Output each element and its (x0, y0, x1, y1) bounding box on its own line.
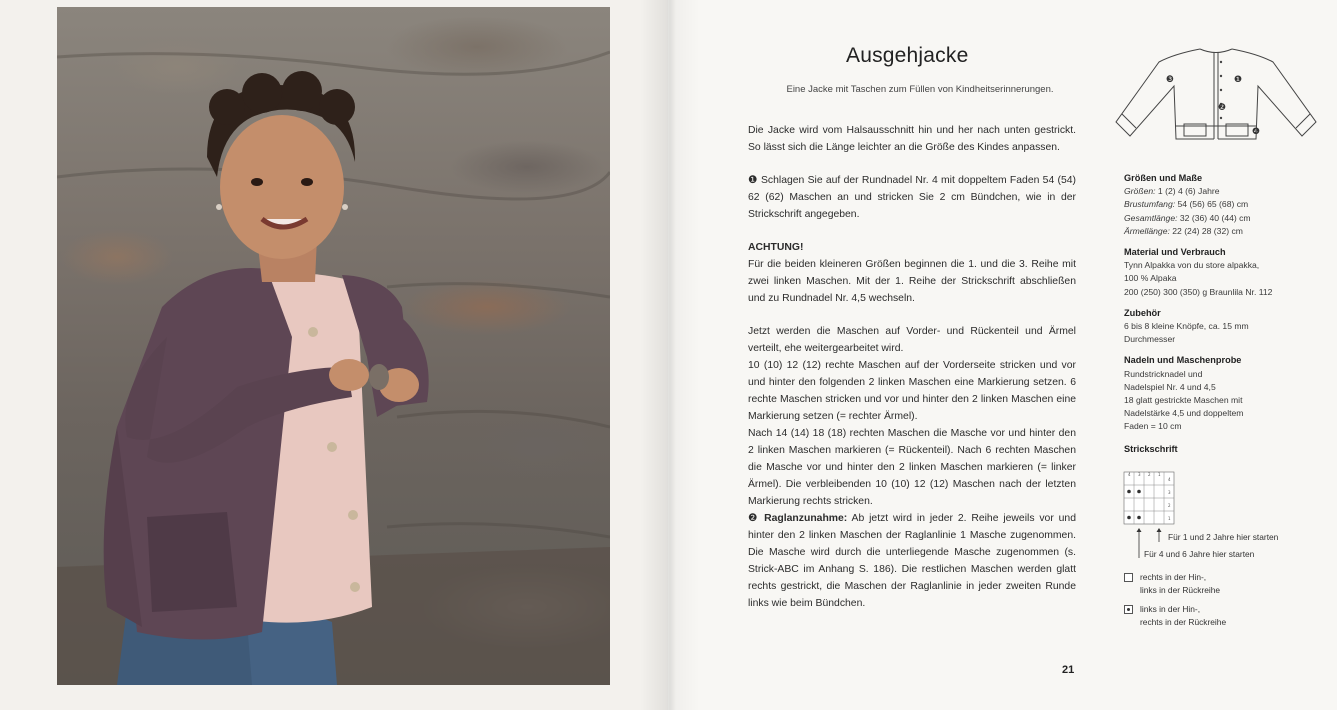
accessories-line: 6 bis 8 kleine Knöpfe, ca. 15 mm (1124, 321, 1249, 332)
needles-line: Faden = 10 cm (1124, 421, 1182, 432)
chart-row-number: 3 (1168, 490, 1171, 495)
material-line: Tynn Alpakka von du store alpakka, (1124, 260, 1260, 271)
material-line: 100 % Alpaka (1124, 273, 1177, 284)
needles-line: Nadelspiel Nr. 4 und 4,5 (1124, 381, 1216, 392)
diagram-label-3: ❸ (1166, 75, 1175, 85)
step-1-paragraph: ❶ Schlagen Sie auf der Rundnadel Nr. 4 mit doppeltem Faden 54 (54) 62 (62) Maschen an und stricken Sie 2 cm Bündchen, wie in der Strickschrift angegeben. (748, 175, 1076, 220)
needles-line: 18 glatt gestrickte Maschen mit (1124, 395, 1243, 406)
needles-line: Rundstricknadel und (1124, 368, 1203, 379)
sizes-heading: Größen und Maße (1124, 173, 1203, 183)
accessories-line: Durchmesser (1124, 334, 1176, 345)
intro-paragraph: Die Jacke wird vom Halsausschnitt hin und her nach unten gestrickt. So lässt sich die Länge leichter an die Größe des Kindes anpassen. (748, 125, 1076, 153)
material-line: 200 (250) 300 (350) g Braunlila Nr. 112 (1124, 286, 1273, 297)
specifications-sidebar (1124, 172, 1324, 456)
step-1-marker: ❶ (748, 175, 758, 186)
legend-knit (1124, 571, 1220, 597)
photo-illustration (57, 7, 610, 685)
size-line: Größen: 1 (2) 4 (6) Jahre (1124, 186, 1220, 197)
distribution-paragraph: Jetzt werden die Maschen auf Vorder- und Rückenteil und Ärmel verteilt, ehe weitergearbeitet wird. (748, 326, 1076, 354)
chart-col-number: 3 (1138, 472, 1141, 477)
needles-line: Nadelstärke 4,5 und doppeltem (1124, 408, 1244, 419)
chart-row-number: 4 (1168, 477, 1171, 482)
left-page (0, 0, 668, 710)
chart-col-number: 2 (1148, 472, 1151, 477)
dot-square-icon (1124, 605, 1133, 614)
chart-col-number: 4 (1128, 472, 1131, 477)
attention-paragraph: ACHTUNG! Für die beiden kleineren Größen beginnen die 1. und die 3. Reihe mit zwei linken Maschen. Mit der 1. Reihe der Strickschrift abschließen und zu Rundnadel Nr. 4,5 wechseln. (748, 242, 1076, 304)
pattern-title: Ausgehjacke (846, 44, 969, 67)
legend-knit-line: rechts in der Hin-, (1140, 572, 1207, 582)
diagram-label-2: ❷ (1218, 103, 1227, 113)
diagram-label-1: ❶ (1234, 75, 1243, 85)
legend-purl-line: links in der Hin-, (1140, 604, 1201, 614)
attention-heading: ACHTUNG! (748, 242, 804, 253)
material-heading: Material und Verbrauch (1124, 247, 1226, 258)
step-2-paragraph: ❷ Raglanzunahme: Ab jetzt wird in jeder 2. Reihe jeweils vor und hinter den 2 linken Maschen der Raglanlinie 1 Masche zugenommen. Die Masche wird durch die unterliegende Masche zugenommen (s. Strick-ABC im Anhang S. 186). Die restlichen Maschen werden glatt rechts gestrickt, die Maschen der Raglanlinie in jeder zweiten Runde links wie beim Bündchen. (748, 513, 1076, 609)
chart-col-number: 1 (1158, 472, 1161, 477)
raglan-heading: Raglanzunahme: (759, 513, 848, 524)
page-number: 21 (1062, 664, 1075, 676)
pattern-subtitle: Eine Jacke mit Taschen zum Füllen von Kindheitserinnerungen. (786, 84, 1054, 95)
legend-purl (1124, 603, 1226, 629)
chest-line: Brustumfang: 54 (56) 65 (68) cm (1124, 199, 1249, 210)
instructions-text (748, 122, 1076, 612)
start-note-small-sizes: Für 1 und 2 Jahre hier starten (1168, 532, 1279, 542)
markers-paragraph: 10 (10) 12 (12) rechte Maschen auf der Vorderseite stricken und vor und hinter den folgenden 2 linken Maschen eine Markierung setzen. 6 rechte Maschen stricken und vor und hinter den 2 linken Maschen eine Markierung setzen (= rechter Ärmel). (748, 360, 1076, 422)
sleeve-line: Ärmellänge: 22 (24) 28 (32) cm (1124, 225, 1243, 236)
markers-paragraph-2: Nach 14 (14) 18 (18) rechten Maschen die Masche vor und hinter den 2 linken Maschen markieren (= Rückenteil). Nach 6 rechten Maschen die Masche vor und hinter den 2 linken Maschen markieren (= linker Ärmel). Die verbleibenden 10 (10) 12 (12) Maschen nach der letzten Markierung rechts stricken. (748, 428, 1076, 507)
start-note-large-sizes: Für 4 und 6 Jahre hier starten (1144, 549, 1255, 559)
chart-heading: Strickschrift (1124, 443, 1178, 454)
empty-square-icon (1124, 573, 1133, 582)
length-line: Gesamtlänge: 32 (36) 40 (44) cm (1124, 212, 1251, 223)
accessories-heading: Zubehör (1124, 307, 1161, 318)
step-2-marker: ❷ (748, 513, 760, 524)
chart-row-number: 2 (1168, 503, 1171, 508)
legend-knit-line: links in der Rückreihe (1140, 584, 1221, 595)
needles-heading: Nadeln und Maschenprobe (1124, 355, 1242, 366)
chart-row-number: 1 (1168, 516, 1171, 521)
book-spine-shadow (640, 0, 700, 710)
child-photo (57, 7, 610, 685)
diagram-label-4: ❹ (1252, 127, 1261, 137)
cardigan-schematic (1114, 44, 1318, 144)
legend-purl-line: rechts in der Rückreihe (1140, 616, 1227, 627)
